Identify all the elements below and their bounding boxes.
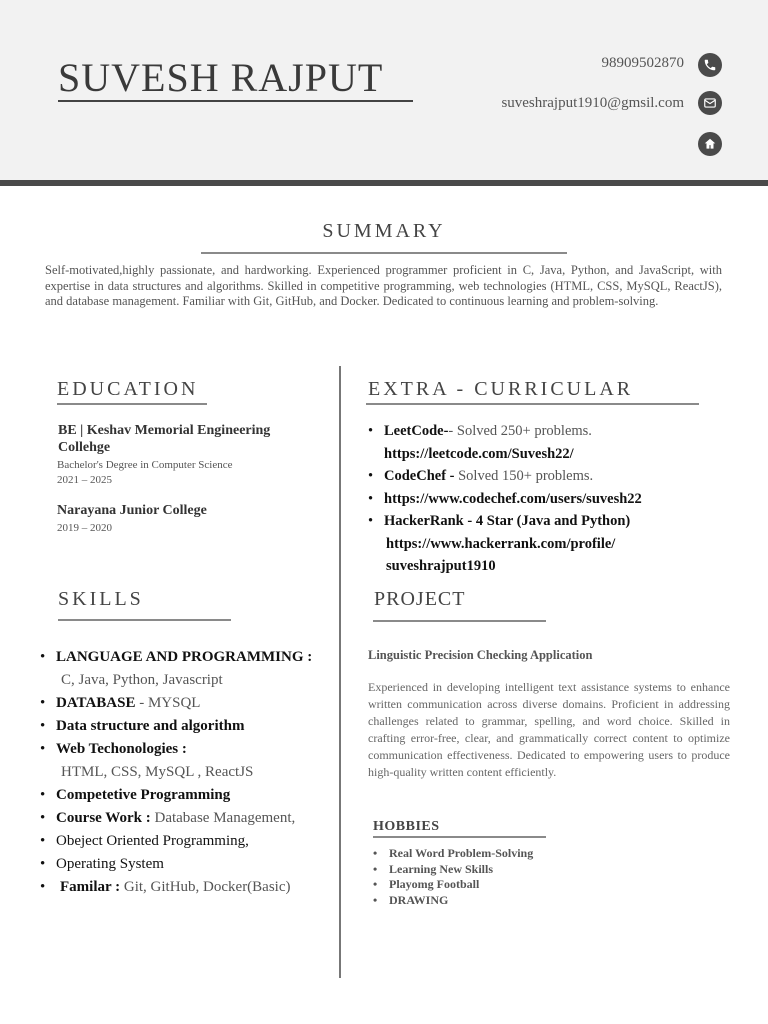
education-years: 2019 – 2020	[57, 522, 112, 534]
hobbies-heading: HOBBIES	[373, 819, 440, 834]
list-item	[40, 692, 330, 715]
list-item	[40, 784, 330, 807]
education-heading: EDUCATION	[57, 378, 199, 400]
skill-label: LANGUAGE AND PROGRAMMING :	[56, 649, 313, 665]
education-entry	[58, 422, 318, 456]
project-rule	[373, 620, 546, 622]
project-heading: PROJECT	[374, 588, 466, 610]
email-address: suveshrajput1910@gmsil.com	[501, 95, 684, 111]
skills-list	[40, 646, 330, 899]
skill-value: - MYSQL	[135, 695, 201, 711]
list-item	[40, 715, 330, 738]
codechef-label: CodeChef -	[384, 468, 455, 484]
home-icon	[698, 132, 722, 156]
skill-label: DATABASE	[56, 695, 136, 711]
leetcode-label: LeetCode-	[384, 423, 449, 439]
list-item	[368, 420, 728, 465]
candidate-name: SUVESH RAJPUT	[58, 55, 384, 100]
list-item	[40, 876, 330, 899]
hobbies-list	[373, 846, 533, 908]
list-item: • Real Word Problem-Solving	[373, 846, 533, 862]
leetcode-text: - Solved 250+ problems.	[448, 423, 592, 439]
skill-label: Web Techonologies :	[56, 741, 187, 757]
skill-label: Course Work :	[56, 810, 151, 826]
extra-curricular-heading: EXTRA - CURRICULAR	[368, 378, 634, 400]
list-item	[368, 465, 728, 488]
name-underline	[58, 100, 413, 102]
hobbies-rule	[373, 836, 546, 838]
education-rule	[57, 403, 207, 405]
hackerrank-link[interactable]: suveshrajput1910	[386, 558, 496, 574]
list-item	[368, 510, 728, 578]
list-item	[368, 488, 728, 511]
project-name: Linguistic Precision Checking Application	[368, 648, 593, 662]
education-degree: BE | Keshav Memorial Engineering Collehge	[58, 423, 271, 455]
mail-icon	[698, 91, 722, 115]
skill-value: C, Java, Python, Javascript	[61, 672, 223, 688]
skills-rule	[58, 619, 231, 621]
leetcode-link[interactable]: https://leetcode.com/Suvesh22/	[384, 445, 574, 462]
codechef-link[interactable]: https://www.codechef.com/users/suvesh22	[384, 490, 642, 507]
hackerrank-link[interactable]: https://www.hackerrank.com/profile/	[386, 535, 616, 552]
skill-value: Operating System	[56, 856, 164, 872]
header-divider-bar	[0, 180, 768, 186]
summary-rule	[201, 252, 567, 254]
skill-label: Data structure and algorithm	[56, 718, 245, 734]
skill-label: Familar :	[60, 879, 121, 895]
skill-label: Competetive Programming	[56, 787, 231, 803]
extra-curricular-rule	[366, 403, 699, 405]
list-item	[40, 738, 330, 761]
list-item	[40, 830, 330, 853]
skill-value: HTML, CSS, MySQL , ReactJS	[61, 764, 254, 780]
codechef-text: Solved 150+ problems.	[454, 468, 594, 484]
list-item	[40, 807, 330, 830]
education-degree: Narayana Junior College	[57, 503, 207, 518]
skills-heading: SKILLS	[58, 588, 144, 610]
list-item	[40, 853, 330, 876]
list-item: • DRAWING	[373, 893, 533, 909]
list-item	[40, 761, 330, 784]
skill-value: Database Management,	[150, 810, 296, 826]
list-item	[40, 646, 330, 669]
skill-value: Obeject Oriented Programming,	[56, 833, 249, 849]
project-description: Experienced in developing intelligent text assistance systems to enhance written communication across diverse domains. Proficient in addressing challenges related to grammar, spelling, and word choice. Skilled in crafting error-free, clear, and grammatically correct content to optimize communication effectiveness. Dedicated to empowering users to produce high-quality written content efficiently.	[368, 680, 730, 779]
education-years: 2021 – 2025	[57, 474, 112, 486]
phone-number: 98909502870	[601, 55, 684, 71]
column-divider	[339, 366, 341, 978]
hackerrank-label: HackerRank - 4 Star (Java and Python)	[384, 513, 631, 529]
summary-heading: SUMMARY	[322, 220, 446, 242]
education-detail: Bachelor's Degree in Computer Science	[57, 459, 233, 471]
list-item: • Playomg Football	[373, 877, 533, 893]
phone-icon	[698, 53, 722, 77]
list-item: • Learning New Skills	[373, 862, 533, 878]
extra-curricular-list	[368, 420, 728, 578]
summary-text: Self-motivated,highly passionate, and hardworking. Experienced programmer proficient in C, Java, Python, and JavaScript, with expertise in data structures and algorithms. Skilled in competitive programming, web technologies (HTML, CSS, MySQL, ReactJS), and database management. Familiar with Git, GitHub, and Docker. Dedicated to continuous learning and problem-solving.	[45, 263, 722, 308]
skill-value: Git, GitHub, Docker(Basic)	[120, 879, 291, 895]
list-item	[40, 669, 330, 692]
